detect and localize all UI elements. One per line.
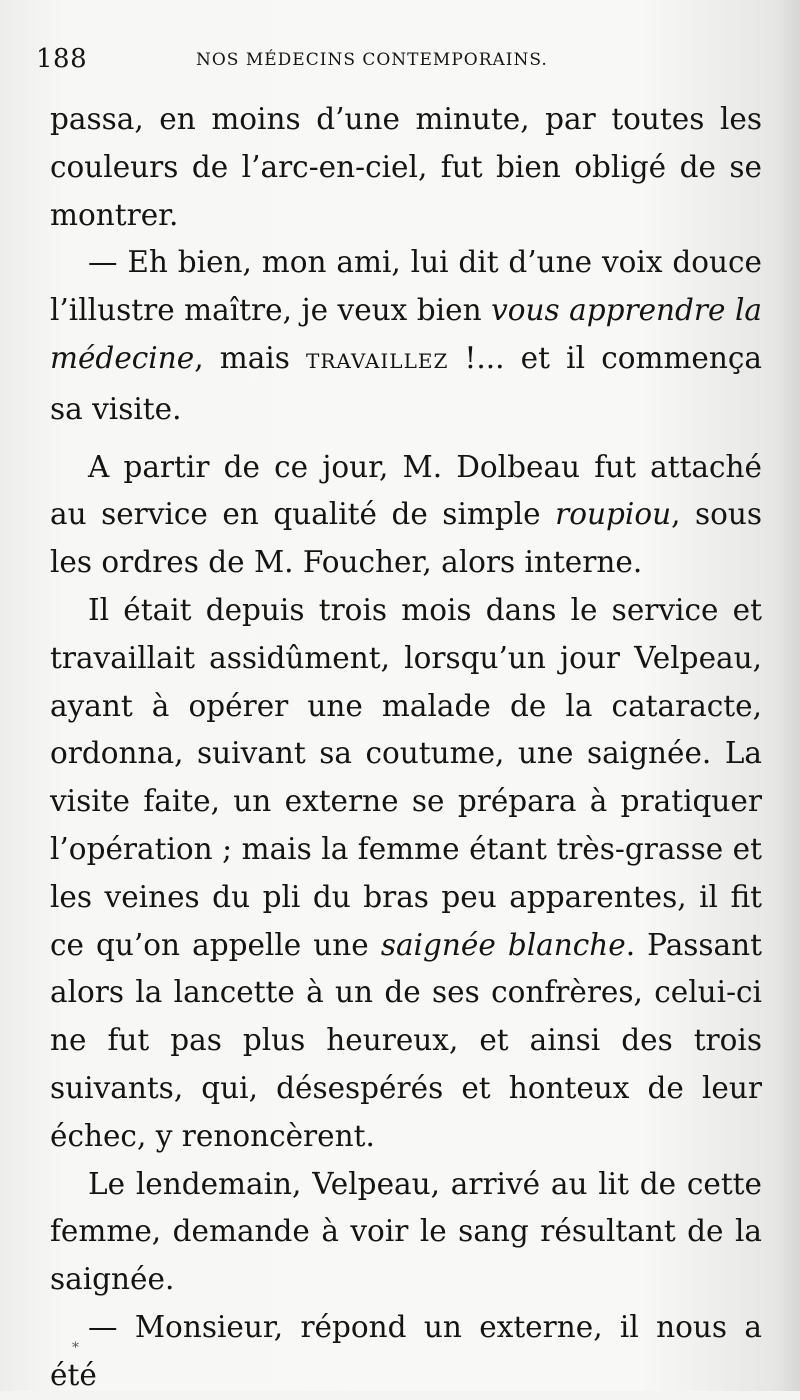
text-segment: , mais [194,340,307,375]
page-header [36,44,756,84]
paragraph-5 [50,1161,762,1304]
paragraph-1 [50,96,762,239]
paragraph-4 [50,587,762,1161]
body-text [50,96,762,1400]
text-segment: A partir de ce jour, M. Dolbeau fut attaché au service en qualité de simple [50,449,762,532]
text-segment: Il était depuis trois mois dans le service et travaillait assidûment, lorsqu’un jour Velpeau, ayant à opérer une malade de la cataracte, ordonna, suivant sa coutume, une saignée. La visite faite, un externe se prépara à pratiquer l’opération ; mais la femme étant très-grasse et les veines du pli du bras peu apparentes, il fit ce qu’on appelle une [50,592,762,962]
smallcaps-word: TRAVAILLEZ [306,348,449,373]
text-segment: — Monsieur, répond un externe, il nous a été [50,1309,762,1392]
text-segment: — Eh bien, mon ami, lui dit d’une voix douce l’illustre maître, je veux bien [50,245,762,328]
text-segment: Le lendemain, Velpeau, arrivé au lit de cette femme, demande à voir le sang résultant de la saignée. [50,1166,762,1297]
page-number: 188 [36,44,88,74]
text-segment: , sous les ordres de M. Foucher, alors interne. [50,497,763,580]
running-head: NOS MÉDECINS CONTEMPORAINS. [196,50,548,70]
italic-word: roupiou [555,497,672,532]
text-segment: . Passant alors la lancette à un de ses confrères, celui-ci ne fut pas plus heureux, et ainsi des trois suivants, qui, désespérés et honteux de leur échec, y renoncèrent. [50,927,762,1153]
italic-phrase: saignée blanche [380,927,626,962]
text-segment: passa, en moins d’une minute, par toutes les couleurs de l’arc-en-ciel, fut bien obligé de se montrer. [50,102,762,232]
paragraph-3 [50,444,762,587]
text-segment: !... et il commença sa visite. [50,340,762,426]
paragraph-6 [50,1304,762,1400]
italic-phrase: vous apprendre la médecine [50,293,763,375]
paragraph-2 [50,239,762,433]
margin-mark: * [72,1340,79,1356]
